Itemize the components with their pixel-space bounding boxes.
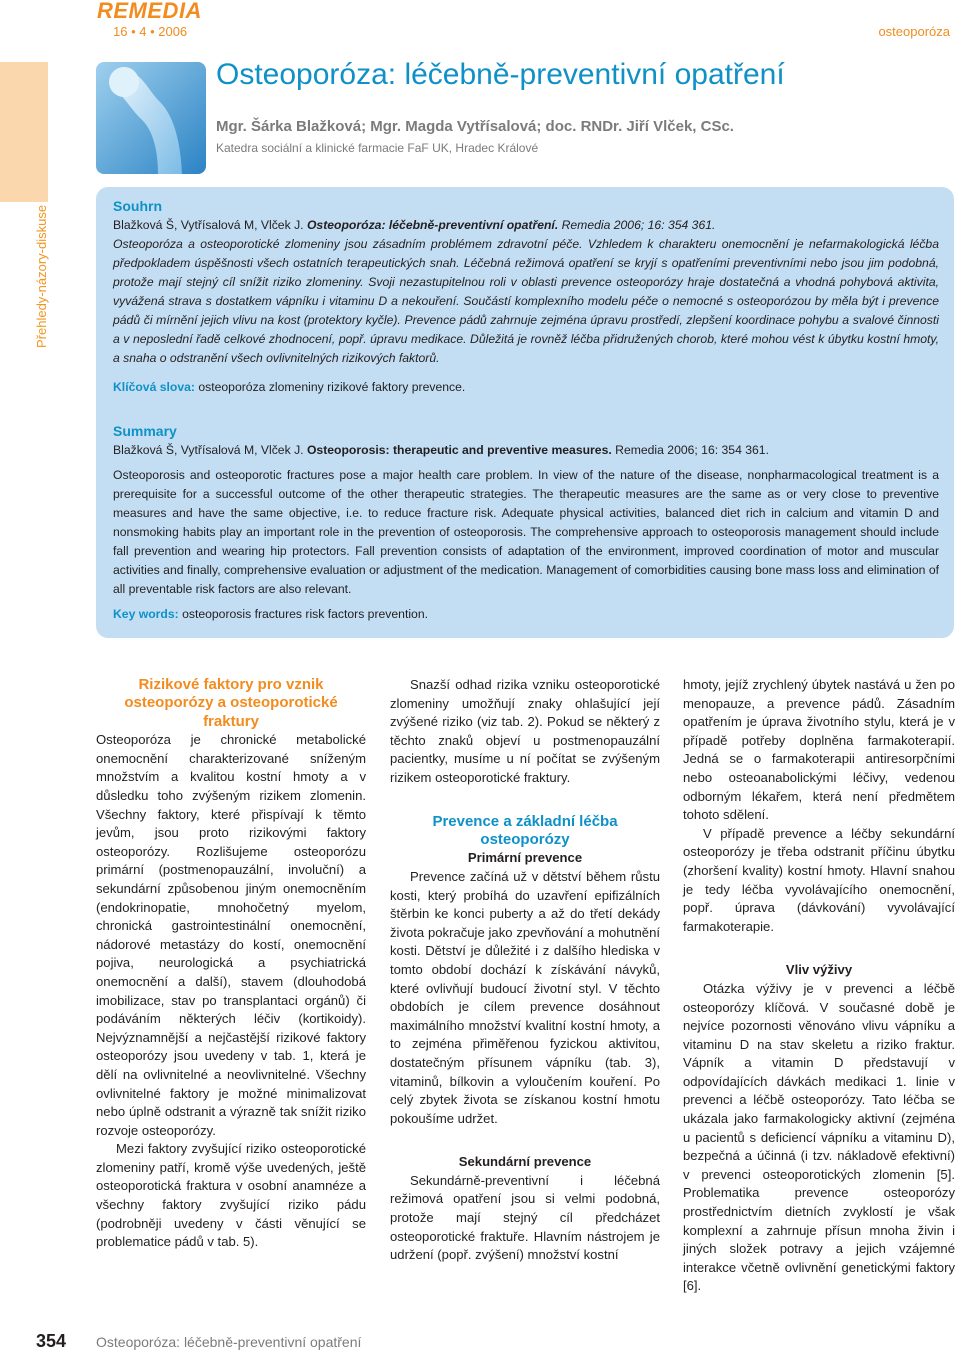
summary-keywords xyxy=(113,605,939,624)
col2-heading: Prevence a základní léčba osteoporózy xyxy=(432,812,618,848)
souhrn-citation-source: Remedia 2006; 16: 354 361. xyxy=(561,218,716,232)
summary-citation-title: Osteoporosis: therapeutic and preventive measures. xyxy=(306,443,612,457)
journal-logo: REMEDIA xyxy=(97,0,202,23)
category-label: osteoporóza xyxy=(878,24,950,39)
summary-heading: Summary xyxy=(113,423,177,439)
souhrn-keywords-label: Klíčová slova: xyxy=(113,380,195,394)
column-2 xyxy=(390,676,660,1265)
femur-bone-image xyxy=(96,62,206,174)
col2-paragraph-2: Sekundárně-preventivní i léčebná režimová opatření jsou si velmi podobná, protože mají stejný cíl předcházet osteoporotické fraktuře. Hlavním nástrojem je udržení (popř. zvýšení) množství kostní xyxy=(390,1172,660,1263)
col3-subheading-nutrition: Vliv výživy xyxy=(785,962,853,978)
summary-citation-source: Remedia 2006; 16: 354 361. xyxy=(615,443,769,457)
running-title: Osteoporóza: léčebně-preventivní opatření xyxy=(96,1334,362,1350)
souhrn-keywords-text: osteoporóza zlomeniny rizikové faktory prevence. xyxy=(198,380,466,394)
abstract-box xyxy=(96,187,954,638)
souhrn-citation-title: Osteoporóza: léčebně-preventivní opatření. xyxy=(306,218,559,232)
sidebar-label: Přehledy-názory-diskuse xyxy=(34,204,49,348)
article-affiliation: Katedra sociální a klinické farmacie FaF UK, Hradec Králové xyxy=(216,141,539,155)
sidebar-tab xyxy=(0,62,48,202)
summary-citation xyxy=(113,441,939,460)
col1-paragraph-1: Osteoporóza je chronické metabolické onemocnění charakterizované sníženým množstvím a kvalitou kostní hmoty a v důsledku toho zvýšeným rizikem zlomenin. Všechny faktory, které přispívají k těmto jevům, jsou proto rizikovými faktory osteoporózy. Rozlišujeme osteoporózu primární (postmenopauzální, involuční) a sekundární způsobenou jiným onemocněním (endokrinopatie, mnohočetný myelom, chronická gastrointestinální onemocnění, nádorové metastázy do kostí, onemocnění pojiva, neurologická a psychiatrická onemocnění a další), stavem (dlouhodobá imobilizace, stav po transplantaci orgánů) či podáváním některých léčiv (kortikoidy). Nejvýznamnější a nejčastější rizikové faktory osteoporózy jsou uvedeny v tab. 1, která je dělí na ovlivnitelné a neovlivnitelné. Všechny ovlivnitelné faktory je možné minimalizovat nebo úplně odstranit a výrazně tak snížit riziko rozvoje osteoporózy. xyxy=(96,732,366,1138)
col3-paragraph-2: Otázka výživy je v prevenci a léčbě osteoporózy klíčová. V současné době je nejvíce pozornosti věnováno vlivu vápníku a vitaminu D na stav skeletu a riziko fraktur. Vápník a vitamin D představují v odpovídajících dávkách medikaci 1. linie v prevenci a léčbě osteoporózy. Tato léčba se ukázala jako farmakologicky aktivní (zejména u pacientů s deficiencí vápníku a vitaminu D), bezpečná a účinná (i tzv. nákladově efektivní) v prevenci osteoporotických zlomenin [5]. Problematika prevence osteoporózy prostřednictvím dietních zvyklostí je však komplexní a zahrnuje přísun mnoha živin i jiných složek potravy a jejich vzájemné interakce včetně ovlivnění genetickými faktory [6]. xyxy=(683,980,955,1294)
souhrn-citation xyxy=(113,216,939,235)
column-1 xyxy=(96,676,366,1252)
column-3 xyxy=(683,676,955,1296)
souhrn-citation-authors: Blažková Š, Vytřísalová M, Vlček J. xyxy=(113,218,304,232)
summary-keywords-text: osteoporosis fractures risk factors prevention. xyxy=(182,607,428,621)
article-title: Osteoporóza: léčebně-preventivní opatření xyxy=(216,58,785,91)
issue-info: 16 • 4 • 2006 xyxy=(113,24,188,39)
col3-paragraph-1: V případě prevence a léčby sekundární osteoporózy je třeba odstranit příčinu úbytku (zhoršení kvality) kostní hmoty. Hlavní snahou je tedy léčba vyvolávajícího onemocnění, popř. úprava (dávkování) vyvolávající farmakoterapie. xyxy=(683,825,955,934)
col2-paragraph-1: Prevence začíná už v dětství během růstu kosti, který probíhá do uzavření epifizálních štěrbin ke konci puberty a až do třetí dekády života pokračuje jako zpevňování a mohutnění kosti. Dětství je důležité i z dalšího hlediska v tomto období dochází k získávání návyků, které ovlivňují budoucí životní styl. V těchto obdobích je cílem prevence dosáhnout maximálního množství kvalitní kostní hmoty, a to zejména přiměřenou fyzickou aktivitou, dostatečným přísunem vápníku (tab. 3), vitaminů, bílkovin a vyloučením kouření. Po celý zbytek života se získanou kostní hmotu pokoušíme udržet. xyxy=(390,868,660,1126)
page-number: 354 xyxy=(36,1331,67,1351)
souhrn-keywords xyxy=(113,378,939,397)
article-authors: Mgr. Šárka Blažková; Mgr. Magda Vytřísalová; doc. RNDr. Jiří Vlček, CSc. xyxy=(216,118,734,135)
col2-paragraph-0: Snazší odhad rizika vzniku osteoporotické zlomeniny umožňují znaky ohlašující její zvýšené riziko (viz tab. 2). Pokud se některý z těchto znaků objeví u postmenopauzální pacientky, musíme u ní počítat se zvýšeným rizikem osteoporotické fraktury. xyxy=(390,677,660,785)
summary-citation-authors: Blažková Š, Vytřísalová M, Vlček J. xyxy=(113,443,304,457)
col1-paragraph-2: Mezi faktory zvyšující riziko osteoporotické zlomeniny patří, kromě výše uvedených, ještě osteoporotická fraktura v osobní anamnéze a všechny faktory zvyšující riziko pádu (podrobněji uvedeny v části věnující se problematice pádů v tab. 5). xyxy=(96,1141,366,1250)
col3-paragraph-0: hmoty, jejíž zrychlený úbytek nastává u žen po menopauze, a prevence pádů. Zásadním opatřením je úprava životního stylu, která je v případě potřeby doplněna farmakoterapií. Jedná se o farmakoterapii antiresorpčními nebo osteoanabolickými léčivy, vedenou odborným lékařem, která není předmětem tohoto sdělení. xyxy=(683,677,955,823)
col1-heading: Rizikové faktory pro vznik osteoporózy a osteoporotické fraktury xyxy=(124,676,338,730)
souhrn-heading: Souhrn xyxy=(113,198,162,214)
col2-subheading-secondary: Sekundární prevence xyxy=(458,1154,592,1170)
souhrn-body: Osteoporóza a osteoporotické zlomeniny jsou zásadním problémem zdravotní péče. Vzhledem k charakteru onemocnění je nefarmakologická léčba předpokladem úspěšnosti všech ostatních terapeutických snah. Léčebná režimová opatření se kryjí s opatřeními preventivními nebo jsou jim podobná, protože mají stejný cíl snížit riziko zlomeniny. Svoji nezastupitelnou roli v oblasti prevence osteoporózy hraje dostatečná a vhodná pohybová aktivita, vyvážená strava s dostatkem vápníku i vitaminu D a nekouření. Součástí komplexního modelu péče o nemocné s osteoporózou by měla být i prevence pádů či mírnění jejich vlivu na kost (protektory kyčle). Prevence pádů zahrnuje zejména úpravu prostředí, zlepšení koordinace pohybu a svalové činnosti a v neposlední řadě celkové zhodnocení, popř. úpravu medikace. Důležitá je rovněž léčba přidružených chorob, které mohou vést k úbytku kostní hmoty, a snaha o odstranění všech ovlivnitelných rizikových faktorů. xyxy=(113,237,939,365)
summary-keywords-label: Key words: xyxy=(113,607,179,621)
summary-body: Osteoporosis and osteoporotic fractures pose a major health care problem. In view of the nature of the disease, nonpharmacological treatment is a prerequisite for a successful outcome of the other therapeutic strategies. The therapeutic measures are the same as or very close to preventive measures and have the same objective, i.e. to reduce fracture risk. Adequate physical activities, balanced diet rich in calcium and vitamin D and nonsmoking habits play an important role in the prevention of osteoporosis. The comprehensive approach to osteoporosis management should include fall prevention and wearing hip protectors. Fall prevention consists of adaptation of the environment, improved coordination of motor and muscular activities and finally, comprehensive evaluation or adjustment of the medication. Management of comorbidities causing bone mass loss and elimination of all preventable risk factors are also relevant. xyxy=(113,468,939,596)
col2-subheading-primary: Primární prevence xyxy=(467,850,583,866)
